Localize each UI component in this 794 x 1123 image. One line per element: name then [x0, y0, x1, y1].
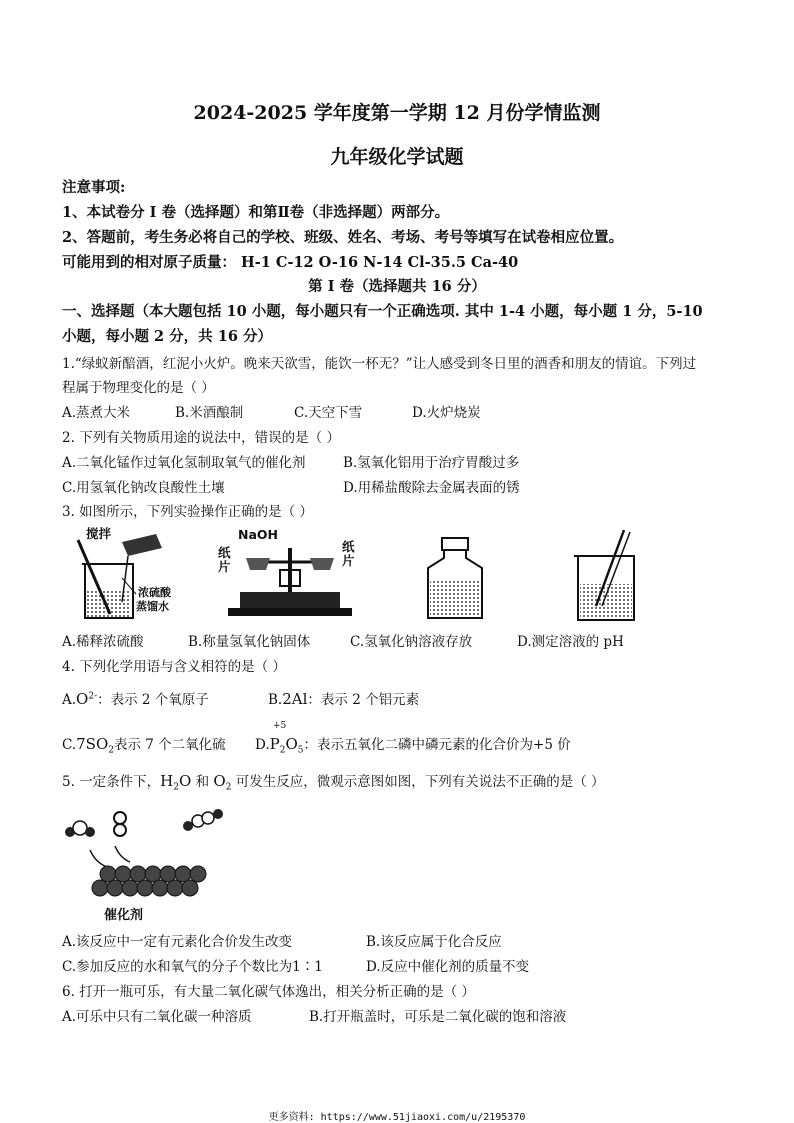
q5-option-b: B.该反应属于化合反应	[366, 934, 502, 950]
figure-balance	[218, 530, 358, 620]
q1-stem-line2: 程属于物理变化的是（ ）	[62, 380, 215, 396]
q4-d-o: O	[285, 735, 298, 753]
part1-heading: 第 I 卷（选择题共 16 分）	[308, 278, 486, 295]
q3-option-b: B.称量氢氧化钠固体	[188, 634, 311, 650]
q4-c-subscript: 2	[108, 745, 114, 756]
q4-a-superscript: 2-	[88, 691, 98, 702]
q4-d-o-subscript: 5	[297, 745, 304, 756]
q4-d-p: P	[269, 735, 280, 753]
figure-molecules-catalyst	[60, 806, 230, 906]
q4-a-text: ：表示 2 个氧原子	[97, 692, 209, 708]
q5-stem-post: 可发生反应，微观示意图如图，下列有关说法不正确的是（ ）	[231, 774, 605, 790]
q1-option-b: B.米酒酿制	[175, 405, 244, 421]
q5-o2-sub: 2	[225, 782, 232, 793]
q4-d-valence: +5	[273, 721, 287, 731]
figure-catalyst-label: 催化剂	[104, 908, 144, 923]
q5-h2o-o: O	[179, 772, 192, 790]
notes-heading: 注意事项:	[62, 179, 126, 196]
q1-option-c: C.天空下雪	[294, 405, 363, 421]
q4-d-text: ：表示五氧化二磷中磷元素的化合价为+5 价	[303, 737, 571, 753]
q4-option-c: $C.7SO_2$表示 7 个二氧化硫	[62, 735, 226, 756]
q4-c-text: 表示 7 个二氧化硫	[114, 737, 226, 753]
q3-stem: 3. 如图所示，下列实验操作正确的是（ ）	[62, 504, 313, 520]
q5-stem	[62, 770, 605, 793]
exam-title: 2024-2025 学年度第一学期 12 月份学情监测	[193, 102, 601, 124]
q6-stem: 6. 打开一瓶可乐，有大量二氧化碳气体逸出，相关分析正确的是（ ）	[62, 984, 475, 1000]
figure-ph-test	[566, 526, 656, 622]
q4-option-b: B.2Al：表示 2 个铝元素	[268, 690, 420, 708]
q5-h2o-sub: 2	[173, 782, 179, 793]
q3-option-a: A.稀释浓硫酸	[62, 634, 144, 650]
q1-option-d: D.火炉烧炭	[412, 405, 481, 421]
footer-link[interactable]: 更多资料: https://www.51jiaoxi.com/u/2195370	[268, 1112, 526, 1123]
figure-a-acid-label: 浓硫酸	[138, 586, 171, 599]
q4-a-symbol: O	[76, 690, 89, 708]
q5-option-c: C.参加反应的水和氧气的分子个数比为1∶1	[62, 959, 323, 975]
q1-stem-line1: 1.“绿蚁新醅酒，红泥小火炉。晚来天欲雪，能饮一杯无？”让人感受到冬日里的酒香和朋友的情谊。下列过	[62, 356, 697, 372]
figure-b-naoh-label: NaOH	[238, 527, 278, 542]
atomic-mass-line: 可能用到的相对原子质量： H-1 C-12 O-16 N-14 Cl-35.5 Ca-40	[62, 254, 519, 271]
figure-a-stir-label: 搅拌	[86, 526, 112, 541]
figure-a-water-label: 蒸馏水	[136, 600, 169, 613]
q5-stem-pre: 5. 一定条件下，	[62, 774, 161, 790]
q4-option-a: $A.O^{2-}$：表示 2 个氧原子	[62, 690, 209, 708]
q3-option-c: C.氢氧化钠溶液存放	[350, 634, 473, 650]
notes-item-2: 2、答题前，考生务必将自己的学校、班级、姓名、考场、考号等填写在试卷相应位置。	[62, 229, 624, 246]
q5-option-d: D.反应中催化剂的质量不变	[366, 959, 530, 975]
q4-d-p-subscript: 2	[279, 745, 286, 756]
figure-bottle	[420, 536, 490, 622]
q2-option-b: B.氢氧化铝用于治疗胃酸过多	[343, 455, 520, 471]
q5-option-a: A.该反应中一定有元素化合价发生改变	[62, 934, 293, 950]
q5-o2-o: O	[213, 772, 226, 790]
q5-and: 和	[191, 774, 214, 790]
q4-option-d: $D.P_2O_5$：表示五氧化二磷中磷元素的化合价为+5 价	[255, 735, 571, 756]
notes-item-1: 1、本试卷分 I 卷（选择题）和第Ⅱ卷（非选择题）两部分。	[62, 204, 450, 221]
q4-c-symbol: 7SO	[76, 735, 109, 753]
section-instructions-line1: 一、选择题（本大题包括 10 小题，每小题只有一个正确选项. 其中 1-4 小题，每小题 1 分，5-10	[62, 303, 703, 320]
q6-option-a: A.可乐中只有二氧化碳一种溶质	[62, 1009, 252, 1025]
q2-stem: 2. 下列有关物质用途的说法中，错误的是（ ）	[62, 430, 340, 446]
q2-option-c: C.用氢氧化钠改良酸性土壤	[62, 480, 225, 496]
q2-option-a: A.二氧化锰作过氧化氢制取氧气的催化剂	[62, 455, 306, 471]
q4-stem: 4. 下列化学用语与含义相符的是（ ）	[62, 659, 286, 675]
section-instructions-line2: 小题，每小题 2 分，共 16 分）	[62, 328, 272, 345]
q5-h2o-h: H	[160, 772, 174, 790]
q1-option-a: A.蒸煮大米	[62, 405, 131, 421]
q2-option-d: D.用稀盐酸除去金属表面的锈	[343, 480, 520, 496]
q3-option-d: D.测定溶液的 pH	[517, 634, 624, 650]
q4-b-text: ：表示 2 个铝元素	[307, 692, 420, 708]
exam-subtitle: 九年级化学试题	[330, 146, 464, 168]
q4-b-symbol: 2Al	[282, 690, 308, 708]
q6-option-b: B.打开瓶盖时，可乐是二氧化碳的饱和溶液	[309, 1009, 567, 1025]
figure-b-paper-right: 纸片	[342, 539, 355, 568]
figure-b-paper-left: 纸片	[218, 545, 231, 574]
